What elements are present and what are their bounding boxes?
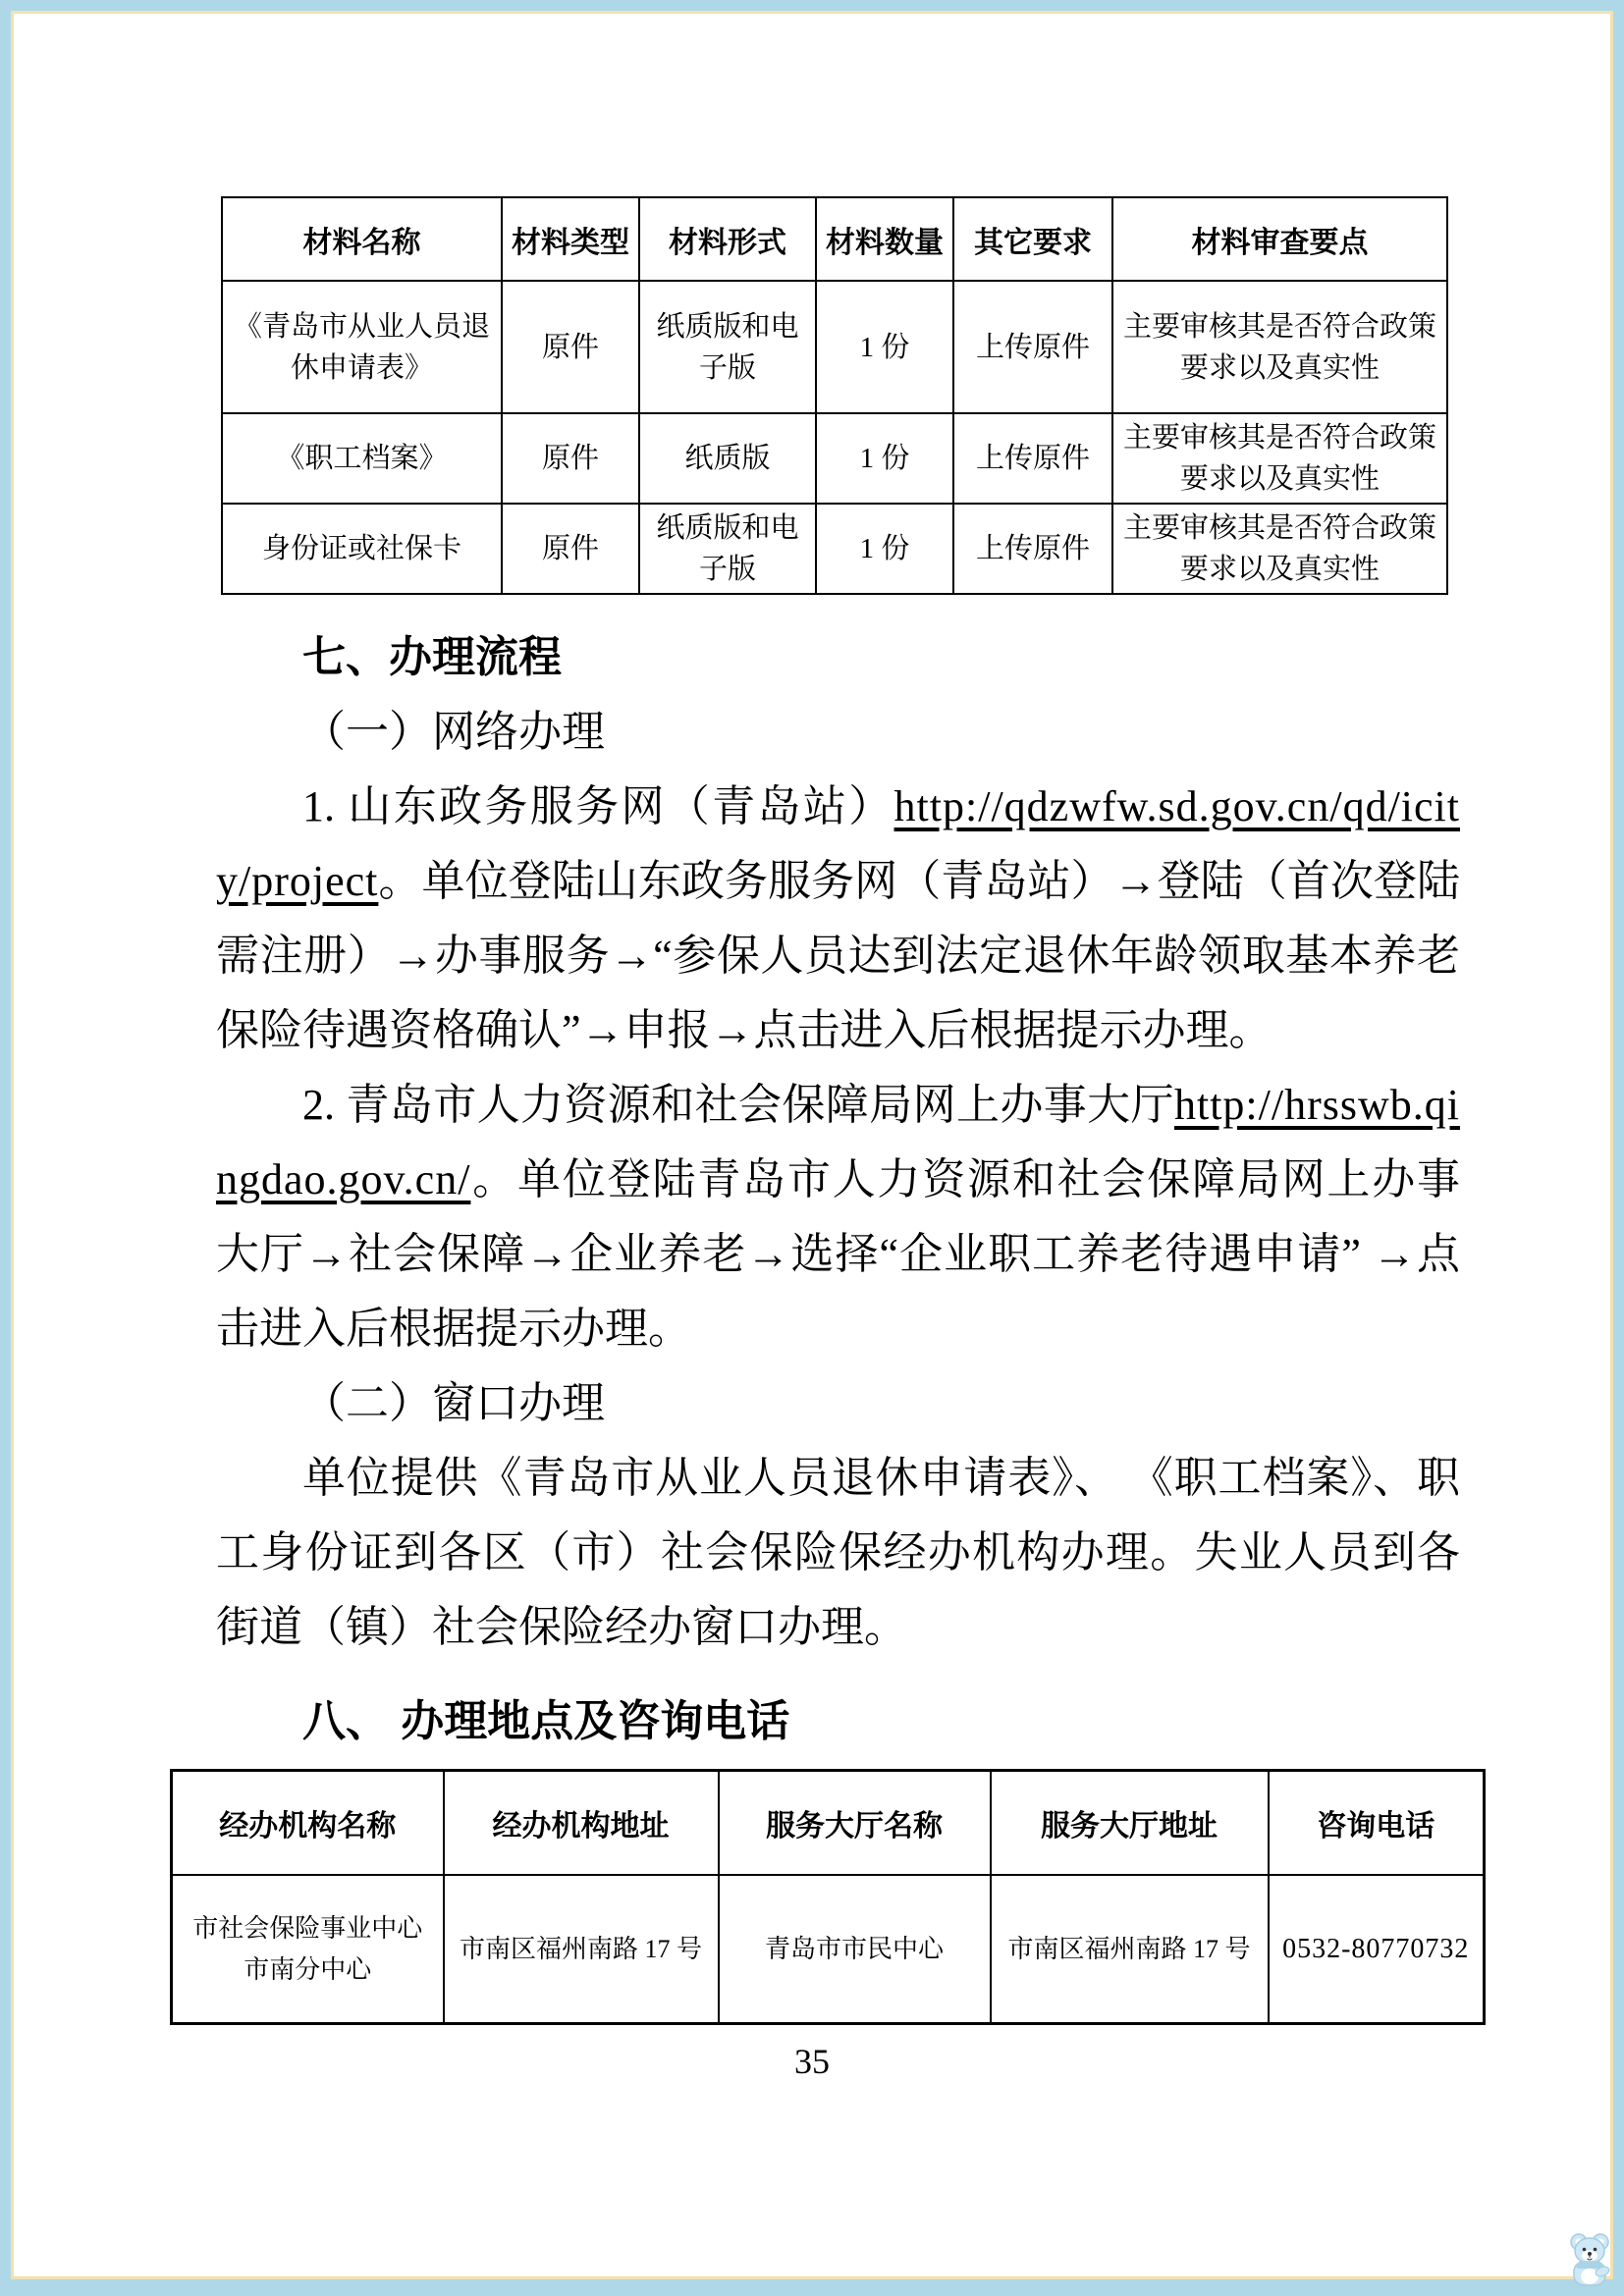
table-cell: 纸质版	[639, 413, 816, 504]
materials-header-quantity: 材料数量	[816, 197, 953, 281]
paragraph-online-2	[216, 1068, 1460, 1366]
paragraph-text: 1. 山东政务服务网（青岛站）	[302, 782, 894, 830]
table-cell: 《职工档案》	[222, 413, 502, 504]
contact-header-agency-address: 经办机构地址	[444, 1771, 719, 1876]
phone-number-cell: 0532-80770732	[1269, 1875, 1485, 2024]
contact-header-hall-address: 服务大厅地址	[991, 1771, 1269, 1876]
table-row	[222, 413, 1447, 504]
table-cell: 《青岛市从业人员退休申请表》	[222, 281, 502, 413]
contact-header-phone: 咨询电话	[1269, 1771, 1485, 1876]
paragraph-window: 单位提供《青岛市从业人员退休申请表》、 《职工档案》、职工身份证到各区（市）社会保险保经办机构办理。失业人员到各街道（镇）社会保险经办窗口办理。	[216, 1454, 1460, 1651]
table-row	[222, 504, 1447, 594]
section-heading-7: 七、办理流程	[302, 633, 562, 681]
table-cell: 原件	[502, 281, 639, 413]
table-cell: 主要审核其是否符合政策要求以及真实性	[1112, 413, 1447, 504]
table-cell: 上传原件	[953, 504, 1112, 594]
materials-header-form: 材料形式	[639, 197, 816, 281]
contact-header-row	[172, 1771, 1485, 1876]
table-cell: 1 份	[816, 504, 953, 594]
contact-table	[170, 1769, 1486, 2025]
table-cell: 市社会保险事业中心 市南分中心	[172, 1875, 444, 2024]
table-cell: 身份证或社保卡	[222, 504, 502, 594]
table-cell: 市南区福州南路 17 号	[444, 1875, 719, 2024]
table-cell: 原件	[502, 413, 639, 504]
table-cell: 1 份	[816, 281, 953, 413]
table-cell: 青岛市市民中心	[719, 1875, 991, 2024]
materials-table	[221, 196, 1448, 595]
body-text	[216, 620, 1460, 1759]
table-cell: 市南区福州南路 17 号	[991, 1875, 1269, 2024]
table-row	[222, 281, 1447, 413]
hrss-url-link[interactable]: http://hrsswb.qingdao.gov.cn/	[216, 1081, 1460, 1203]
contact-header-agency-name: 经办机构名称	[172, 1771, 444, 1876]
table-cell: 原件	[502, 504, 639, 594]
materials-header-other: 其它要求	[953, 197, 1112, 281]
subsection-heading-online: （一）网络办理	[302, 708, 605, 756]
qdzwfw-url-link[interactable]: http://qdzwfw.sd.gov.cn/qd/icity/project	[216, 782, 1460, 905]
subsection-heading-window: （二）窗口办理	[302, 1379, 605, 1427]
table-cell: 纸质版和电子版	[639, 504, 816, 594]
paragraph-text: 。单位登陆山东政务服务网（青岛站）→登陆（首次登陆需注册）→办事服务→“参保人员达到法定退休年龄领取基本养老保险待遇资格确认”→申报→点击进入后根据提示办理。	[216, 857, 1460, 1054]
paragraph-text: 2. 青岛市人力资源和社会保障局网上办事大厅	[302, 1081, 1174, 1129]
table-cell: 上传原件	[953, 281, 1112, 413]
materials-header-type: 材料类型	[502, 197, 639, 281]
materials-header-review: 材料审查要点	[1112, 197, 1447, 281]
page-number: 35	[794, 2042, 830, 2081]
teddy-bear-icon	[1567, 2230, 1612, 2287]
paragraph-text: 。单位登陆青岛市人力资源和社会保障局网上办事大厅→社会保障→企业养老→选择“企业职工养老待遇申请” →点击进入后根据提示办理。	[216, 1155, 1460, 1353]
table-cell: 主要审核其是否符合政策要求以及真实性	[1112, 281, 1447, 413]
contact-header-hall-name: 服务大厅名称	[719, 1771, 991, 1876]
table-cell: 1 份	[816, 413, 953, 504]
materials-header-row	[222, 197, 1447, 281]
section-heading-8: 八、 办理地点及咨询电话	[302, 1697, 790, 1745]
table-cell: 主要审核其是否符合政策要求以及真实性	[1112, 504, 1447, 594]
table-cell: 上传原件	[953, 413, 1112, 504]
materials-header-name: 材料名称	[222, 197, 502, 281]
table-row	[172, 1875, 1485, 2024]
table-cell: 纸质版和电子版	[639, 281, 816, 413]
paragraph-online-1	[216, 770, 1460, 1068]
